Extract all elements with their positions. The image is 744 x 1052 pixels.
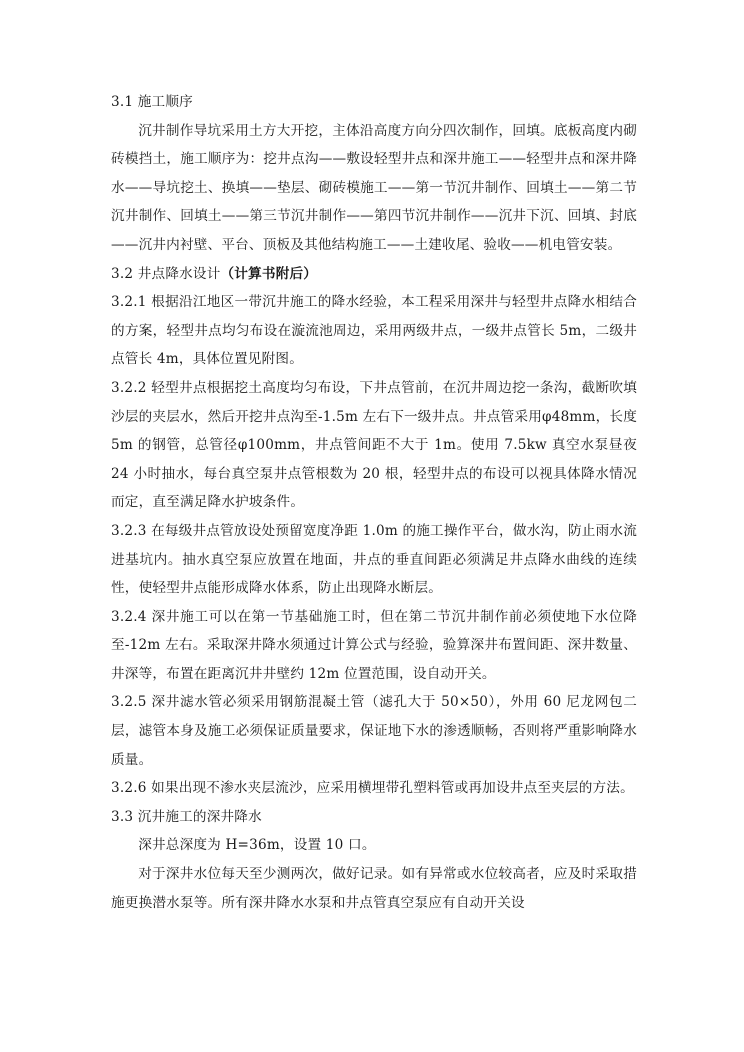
paragraph-3-2-3: 3.2.3 在每级井点管放设处预留宽度净距 1.0m 的施工操作平台，做水沟，防止雨水流进基坑内。抽水真空泵应放置在地面，井点的垂直间距必须满足井点降水曲线的连续性，使轻型井点能形成降水体系，防止出现降水断层。 [111, 522, 637, 597]
section-3-1-body: 沉井制作导坑采用土方大开挖，主体沿高度方向分四次制作，回填。底板高度内砌砖模挡土，施工顺序为：挖井点沟——敷设轻型井点和深井施工——轻型井点和深井降水——导坑挖土、换填——垫层、砌砖模施工——第一节沉井制作、回填土——第二节沉井制作、回填土——第三节沉井制作——第四节沉井制作——沉井下沉、回填、封底——沉井内衬壁、平台、顶板及其他结构施工——土建收尾、验收——机电管安装。 [111, 122, 637, 253]
section-3-1-heading: 3.1 施工顺序 [111, 94, 193, 110]
section-3-2-title: 3.2 井点降水设计 [111, 265, 221, 282]
document-page [111, 88, 637, 917]
paragraph-3-3-1: 深井总深度为 H=36m，设置 10 口。 [138, 837, 376, 854]
paragraph-3-2-5: 3.2.5 深井滤水管必须采用钢筋混凝土管（滤孔大于 50×50），外用 60 尼龙网包二层，滤管本身及施工必须保证质量要求，保证地下水的渗透顺畅，否则将严重影响降水质量。 [111, 694, 637, 768]
paragraph-3-2-4: 3.2.4 深井施工可以在第一节基础施工时，但在第二节沉井制作前必须使地下水位降至-12m 左右。采取深井降水须通过计算公式与经验，验算深井布置间距、深井数量、井深等，布置在距离沉井井壁约 12m 位置范围，设自动开关。 [111, 608, 637, 682]
paragraph-3-2-1: 3.2.1 根据沿江地区一带沉井施工的降水经验，本工程采用深井与轻型井点降水相结合的方案，轻型井点均匀布设在漩流池周边，采用两级井点，一级井点管长 5m，二级井点管长 4m，具体位置见附图。 [111, 294, 637, 368]
paragraph-3-2-2: 3.2.2 轻型井点根据挖土高度均匀布设，下井点管前，在沉井周边挖一条沟，截断吹填沙层的夹层水，然后开挖井点沟至-1.5m 左右下一级井点。井点管采用φ48mm，长度 5m 的钢管，总管径φ100mm，井点管间距不大于 1m。使用 7.5kw 真空水泵昼夜 24 小时抽水，每台真空泵井点管根数为 20 根，轻型井点的布设可以视具体降水情况而定，直至满足降水护坡条件。 [111, 379, 637, 511]
paragraph-3-2-6: 3.2.6 如果出现不渗水夹层流沙，应采用横埋带孔塑料管或再加设井点至夹层的方法。 [111, 780, 634, 797]
section-3-3-heading: 3.3 沉井施工的深井降水 [111, 808, 262, 825]
section-3-2-note: （计算书附后） [220, 265, 318, 282]
paragraph-3-3-2: 对于深井水位每天至少测两次，做好记录。如有异常或水位较高者，应及时采取措施更换潜水泵等。所有深井降水水泵和井点管真空泵应有自动开关设 [111, 866, 637, 911]
section-3-2-heading [111, 260, 637, 289]
